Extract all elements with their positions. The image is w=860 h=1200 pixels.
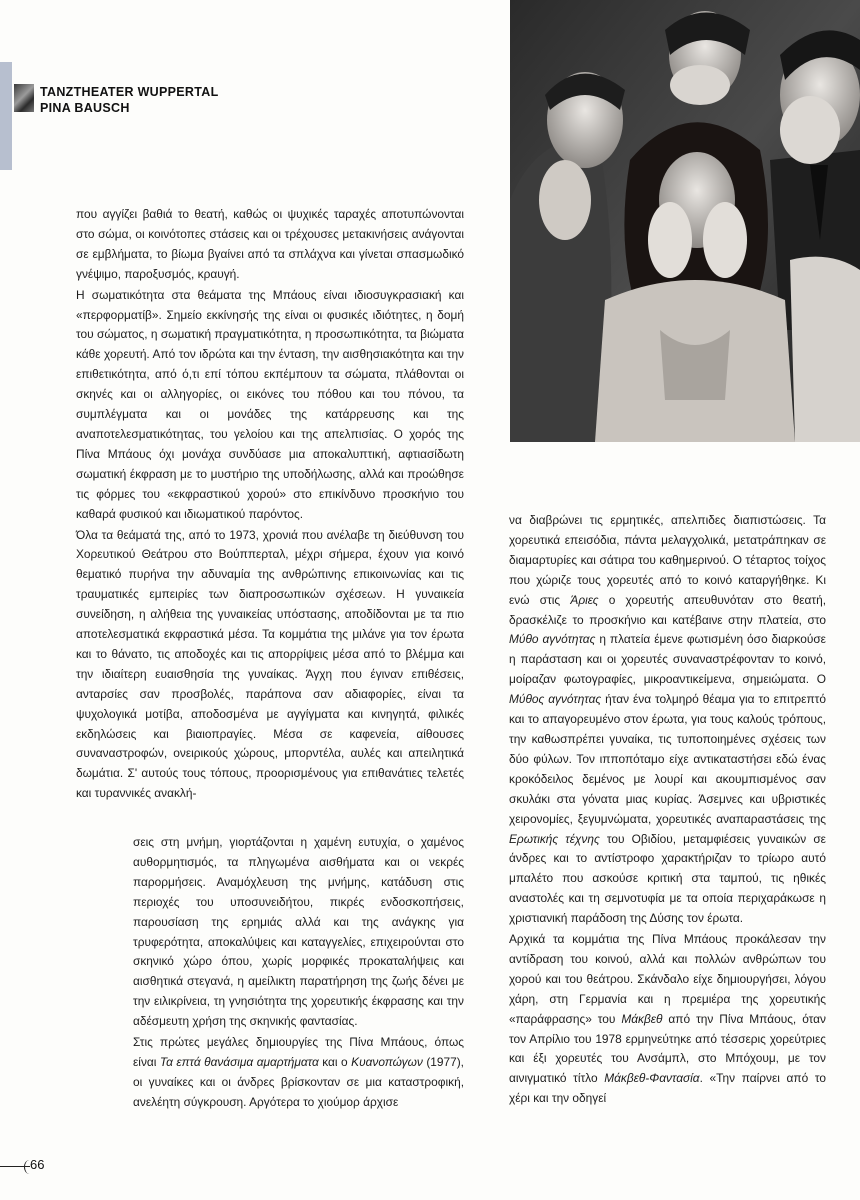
- paragraph: [133, 1033, 464, 1113]
- text-run: (1977), οι γυναίκες και οι άνδρες βρίσκονταν σε μια καταστροφική, ανελέητη σύγκρουση. Αργότερα το χιούμορ άρχισε: [133, 1054, 464, 1109]
- work-title: Μύθο αγνότητας: [509, 632, 596, 647]
- header-thumbnail-image: [14, 84, 34, 112]
- paragraph: Όλα τα θεάματά της, από το 1973, χρονιά που ανέλαβε τη διεύθυνση του Χορευτικού Θεάτρου στο Βούππερταλ, μέχρι σήμερα, έχουν για κοινό θεματικό πυρήνα την αδυναμία της ανθρώπινης επικοινωνίας και τις τραυματικές εμπειρίες των διαπροσωπικών σχέσεων. Η γυναικεία συνείδηση, η αλήθεια της γυναικείας υπόστασης, αποδίδονται με τα πιο αποτελεσματικά εκφραστικά μέσα. Τα κομμάτια της μιλάνε για τον έρωτα και το θάνατο, τις αποδοχές και τις απορρίψεις μέσα από το βλέμμα και την ιδιαίτερη ευαισθησία της γυναίκας. Άγχη που έγιναν επιθέσεις, ανταρσίες σαν προσβολές, παράπονα σαν αδιαφορίες, είναι τα ψυχολογικά μοτίβα, αποδοσμένα με αγγίγματα και κινηγητά, φιλικές εκδηλώσεις και βιαιοπραγίες. Μέσα σε καφενεία, αίθουσες συναναστροφών, ονειρικούς χώρους, μπορντέλα, αυλές και απειλητικά δωμάτια. Σ' αυτούς τους τόπους, προορισμένους για επιθανάτιες τελετές και τυραννικές ανακλή-: [76, 527, 464, 801]
- work-title: Μάκβεθ: [621, 1011, 663, 1026]
- paragraph: σεις στη μνήμη, γιορτάζονται η χαμένη ευτυχία, ο χαμένος αυθορμητισμός, τα πληγωμένα αισθήματα και οι νεκρές παρορμήσεις. Αναμόχλευση της μνήμης, κατάδυση στις περιοχές του υποσυνειδήτου, πικρές ενδοσκοπήσεις, παρουσίαση της ερημιάς αλλά και της ανάγκης για τρυφερότητα, αποκαλύψεις και καταγγελίες, επιχειρούνται στο σκηνικό χώρο όπου, χωρίς μορφικές προκαταλήψεις και αισθητικά στεγανά, η αμείλικτη παρατήρηση της ζωής δένει με την ειλικρίνεια, τη γνησιότητα της χορευτικής έκφρασης και την αδέσμευτη χρήση της σκηνικής φαντασίας.: [133, 835, 464, 1029]
- text-run: του Οβιδίου, μεταμφιέσεις γυναικών σε άνδρες και το αντίστροφο χαρακτήριζαν το τρίωρο αυτό μπαλέτο που ασκούσε κριτική στα ταμπού, τις ηθικές αναστολές και τη σεμνοτυφία με τα οποία περιχαράκωσε η χριστιανική παράδοση της Δύσης τον έρωτα.: [509, 831, 826, 926]
- work-title: Άριες: [570, 592, 599, 607]
- text-run: ήταν ένα τολμηρό θέαμα για το επιτρεπτό και το απαγορευμένο στον έρωτα, για τους καλούς τρόπους, την καθωσπρέπει γυναίκα, τις τυποποιημένες σχέσεις των δύο φύλων. Τον ιπποπόταμο είχε αντικαταστήσει εδώ ένας κροκόδειλος δεμένος με λουρί και ακουμπισμένος σαν σκυλάκι στα γόνατα μιας κυρίας. Άσεμνες και υβριστικές χειρονομίες, ξεγυμνώματα, χορευτικές αναπαραστάσεις της: [509, 692, 826, 826]
- text-run: η πλατεία έμενε φωτισμένη όσο διαρκούσε η παράσταση και οι χορευτές συναναστρέφονταν το κοινό, μοίραζαν φωτογραφίες, μικροαντικείμενα, σημειώματα. Ο: [509, 632, 826, 687]
- left-indented-column-text: [133, 833, 464, 1113]
- paragraph: Η σωματικότητα στα θεάματα της Μπάους είναι ιδιοσυγκρασιακή και «περφορματίβ». Σημείο εκκίνησής της είναι οι φυσικές ιδιότητες, η δομή του σώματος, η σωματική πραγματικότητα, η προσωπικότητα, τα βιώματα κάθε χορευτή. Από τον ιδρώτα και την ένταση, την αισθησιακότητα και την επιθετικότητα, από ό,τι επί τόπου εκπέμπουν τα σώματα, πλάθονται οι σκηνές και οι αλληγορίες, οι εικόνες του πόθου και του πόνου, τα συμπλέγματα και οι μονάδες της κατάρρευσης και της αναποτελεσματικότητας, του γελοίου και της απελπισίας. Ο χορός της Πίνα Μπάους όχι μονάχα συνδύασε μια αποκαλυπτική, αφτιασίδωτη σωματική έκφραση με το μυστήριο της υποδήλωσης, αλλά και προώθησε τις φόρμες του «εκφραστικού χορού» στο επικίνδυνο προσκήνιο του καθαρά φυσικού και ιδιωματικού παρόντος.: [76, 287, 464, 521]
- header-line-name: PINA BAUSCH: [40, 101, 130, 115]
- paragraph: [509, 930, 826, 1109]
- right-column-text: [509, 511, 826, 1109]
- dancers-photo-illustration: [510, 0, 860, 442]
- text-run: ο χορευτής απευθυνόταν στο θεατή, δρασκέλιζε το προσκήνιο και κατέβαινε στην πλατεία, στο: [509, 592, 826, 627]
- work-title: Ερωτικής τέχνης: [509, 831, 600, 846]
- text-run: . «Την παίρνει από το χέρι και την οδηγεί: [509, 1071, 826, 1106]
- work-title: Μάκβεθ-Φαντασία: [604, 1071, 700, 1086]
- paragraph: [509, 511, 826, 929]
- left-column-text: [76, 205, 464, 804]
- text-run: να διαβρώνει τις ερμητικές, απελπιδες διαπιστώσεις. Τα χορευτικά επεισόδια, πάντα μελαγχολικά, μετατράπηκαν σε διαμαρτυρίες και σάτιρα του καθημερινού. Ο τέταρτος τοίχος που χώριζε τους χορευτές από το κοινό καταργήθηκε. Κι ενώ στις: [509, 513, 826, 607]
- running-header: [40, 84, 220, 116]
- work-title: Τα επτά θανάσιμα αμαρτήματα: [159, 1054, 319, 1069]
- paragraph: που αγγίζει βαθιά το θεατή, καθώς οι ψυχικές ταραχές αποτυπώνονται στο σώμα, οι κοινότοπες στάσεις και οι τρέχουσες μετακινήσεις ανάγονται σε εμβλήματα, το βίωμα βγαίνει από τα σπλάχνα και γίνεται σπασμωδικό γνέψιμο, παροξυσμός, κραυγή.: [76, 207, 464, 281]
- text-run: από την Πίνα Μπάους, όταν τον Απρίλιο του 1978 ερμηνεύτηκε από τέσσερις χορεύτριες και έξι χορευτές του Ανσάμπλ, στο Μπόχουμ, με τον αινιγματικό τίτλο: [509, 1011, 826, 1086]
- text-run: και ο: [318, 1054, 352, 1069]
- section-color-tab: [0, 62, 12, 170]
- header-line-company: TANZTHEATER WUPPERTAL: [40, 85, 219, 99]
- work-title: Κυανοπώγων: [351, 1054, 423, 1069]
- work-title: Μύθος αγνότητας: [509, 692, 602, 707]
- text-run: Στις πρώτες μεγάλες δημιουργίες της Πίνα Μπάους, όπως είναι: [133, 1035, 464, 1069]
- text-run: Αρχικά τα κομμάτια της Πίνα Μπάους προκάλεσαν την αντίδραση του κοινού, αλλά και πολλών ανθρώπων του χορού και του θεάτρου. Σκάνδαλο είχε δημιουργήσει, λόγου χάρη, στη Γερμανία και η πρεμιέρα της χορευτικής «παράφρασης» του: [509, 932, 826, 1026]
- page-number: 66: [30, 1157, 45, 1172]
- performance-photo: [510, 0, 860, 442]
